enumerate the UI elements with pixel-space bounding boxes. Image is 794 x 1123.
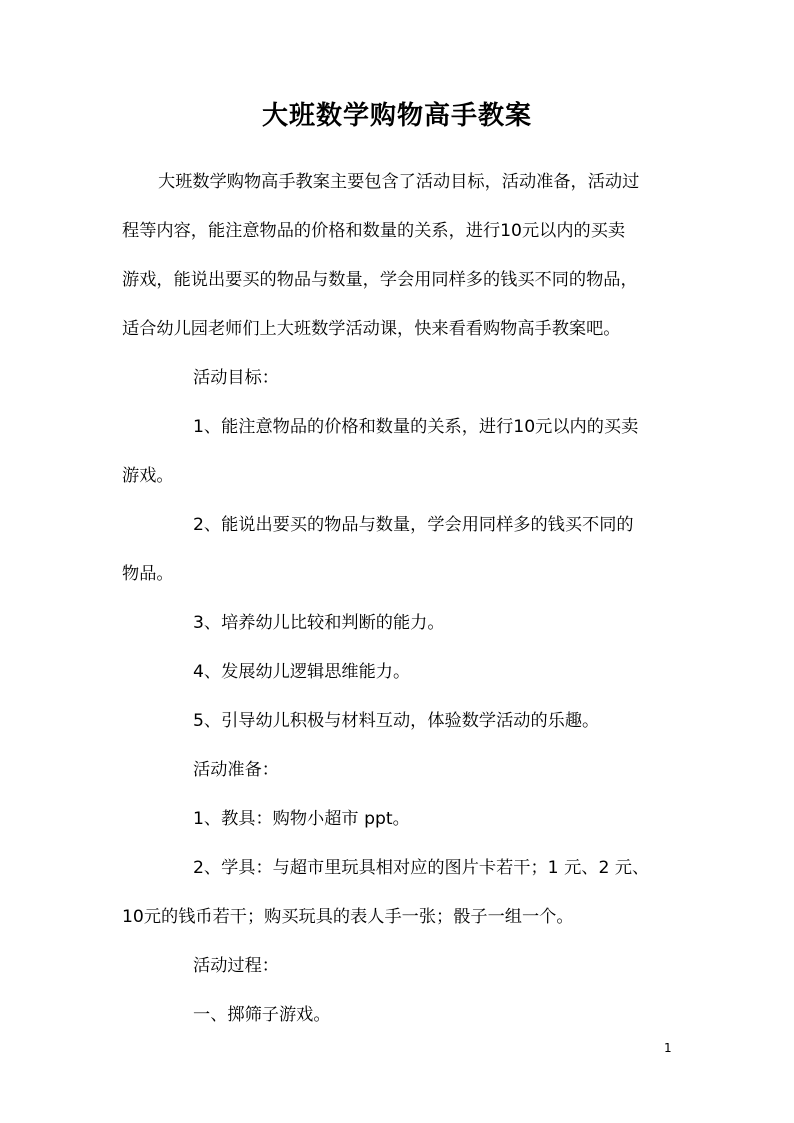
goal-5: 5、引导幼儿积极与材料互动，体验数学活动的乐趣。: [193, 711, 600, 731]
preparation-heading: 活动准备：: [193, 760, 279, 780]
document-title: 大班数学购物高手教案: [261, 101, 532, 131]
intro-line-2: 程等内容，能注意物品的价格和数量的关系，进行10元以内的买卖: [122, 221, 626, 241]
goals-heading: 活动目标：: [193, 368, 279, 388]
page-number: 1: [664, 1041, 672, 1055]
process-heading: 活动过程：: [193, 956, 279, 976]
intro-line-1: 大班数学购物高手教案主要包含了活动目标，活动准备，活动过: [158, 172, 640, 192]
preparation-1: 1、教具：购物小超市 ppt。: [193, 809, 410, 829]
goal-1-line-2: 游戏。: [122, 466, 174, 486]
goal-4: 4、发展幼儿逻辑思维能力。: [193, 662, 411, 682]
process-1: 一、掷筛子游戏。: [193, 1005, 331, 1025]
goal-2-line-2: 物品。: [122, 564, 174, 584]
goal-3: 3、培养幼儿比较和判断的能力。: [193, 613, 445, 633]
goal-2-line-1: 2、能说出要买的物品与数量，学会用同样多的钱买不同的: [193, 515, 634, 535]
intro-line-4: 适合幼儿园老师们上大班数学活动课，快来看看购物高手教案吧。: [122, 319, 621, 339]
preparation-2-line-1: 2、学具：与超市里玩具相对应的图片卡若干；1 元、2 元、: [193, 858, 650, 878]
intro-line-3: 游戏，能说出要买的物品与数量，学会用同样多的钱买不同的物品，: [122, 270, 638, 290]
goal-1-line-1: 1、能注意物品的价格和数量的关系，进行10元以内的买卖: [193, 417, 639, 437]
preparation-2-line-2: 10元的钱币若干；购买玩具的表人手一张；骰子一组一个。: [122, 907, 574, 927]
